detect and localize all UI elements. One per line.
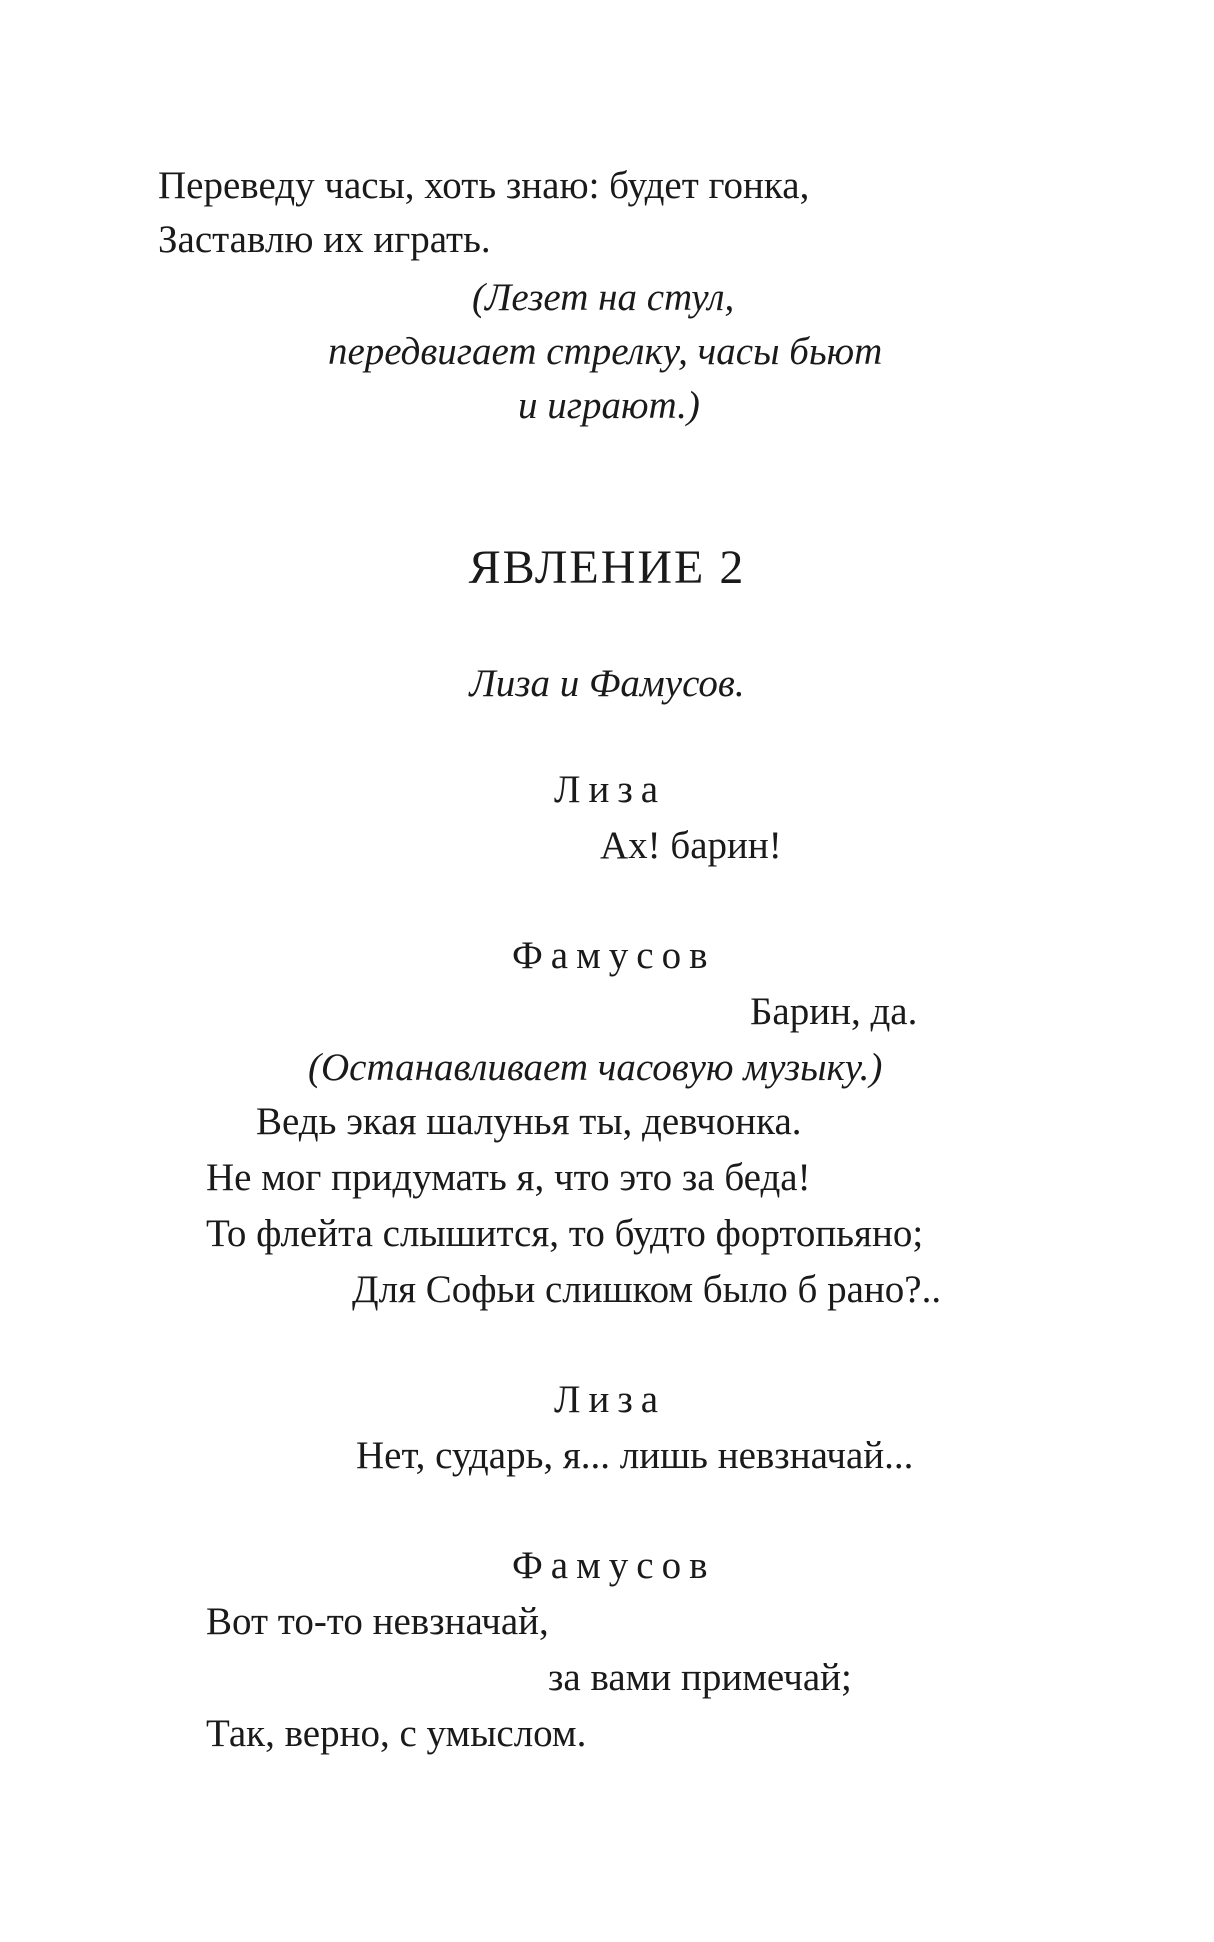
speaker-name: Фамусов (512, 1544, 716, 1587)
stage-direction: передвигает стрелку, часы бьют (328, 330, 883, 373)
verse-line: Заставлю их играть. (158, 218, 491, 261)
scene-title: ЯВЛЕНИЕ 2 (468, 541, 746, 594)
verse-line: Барин, да. (750, 990, 918, 1033)
scene-characters: Лиза и Фамусов. (469, 662, 745, 705)
verse-line: за вами примечай; (548, 1656, 852, 1699)
stage-direction: и играют.) (518, 384, 700, 427)
stage-direction: (Лезет на стул, (472, 276, 735, 319)
verse-line: То флейта слышится, то будто фортопьяно; (206, 1212, 924, 1255)
speaker-name: Лиза (554, 1378, 667, 1421)
verse-line: Ах! барин! (600, 824, 782, 867)
verse-line: Так, верно, с умыслом. (206, 1712, 587, 1755)
verse-line: Вот то-то невзначай, (206, 1600, 549, 1643)
verse-line: Не мог придумать я, что это за беда! (206, 1156, 811, 1199)
verse-line: Нет, сударь, я... лишь невзначай... (356, 1434, 914, 1477)
speaker-name: Лиза (554, 768, 667, 811)
stage-direction: (Останавливает часовую музыку.) (308, 1046, 883, 1089)
speaker-name: Фамусов (512, 934, 716, 977)
verse-line: Для Софьи слишком было б рано?.. (352, 1268, 942, 1311)
verse-line: Ведь экая шалунья ты, девчонка. (256, 1100, 802, 1143)
verse-line: Переведу часы, хоть знаю: будет гонка, (158, 164, 810, 207)
